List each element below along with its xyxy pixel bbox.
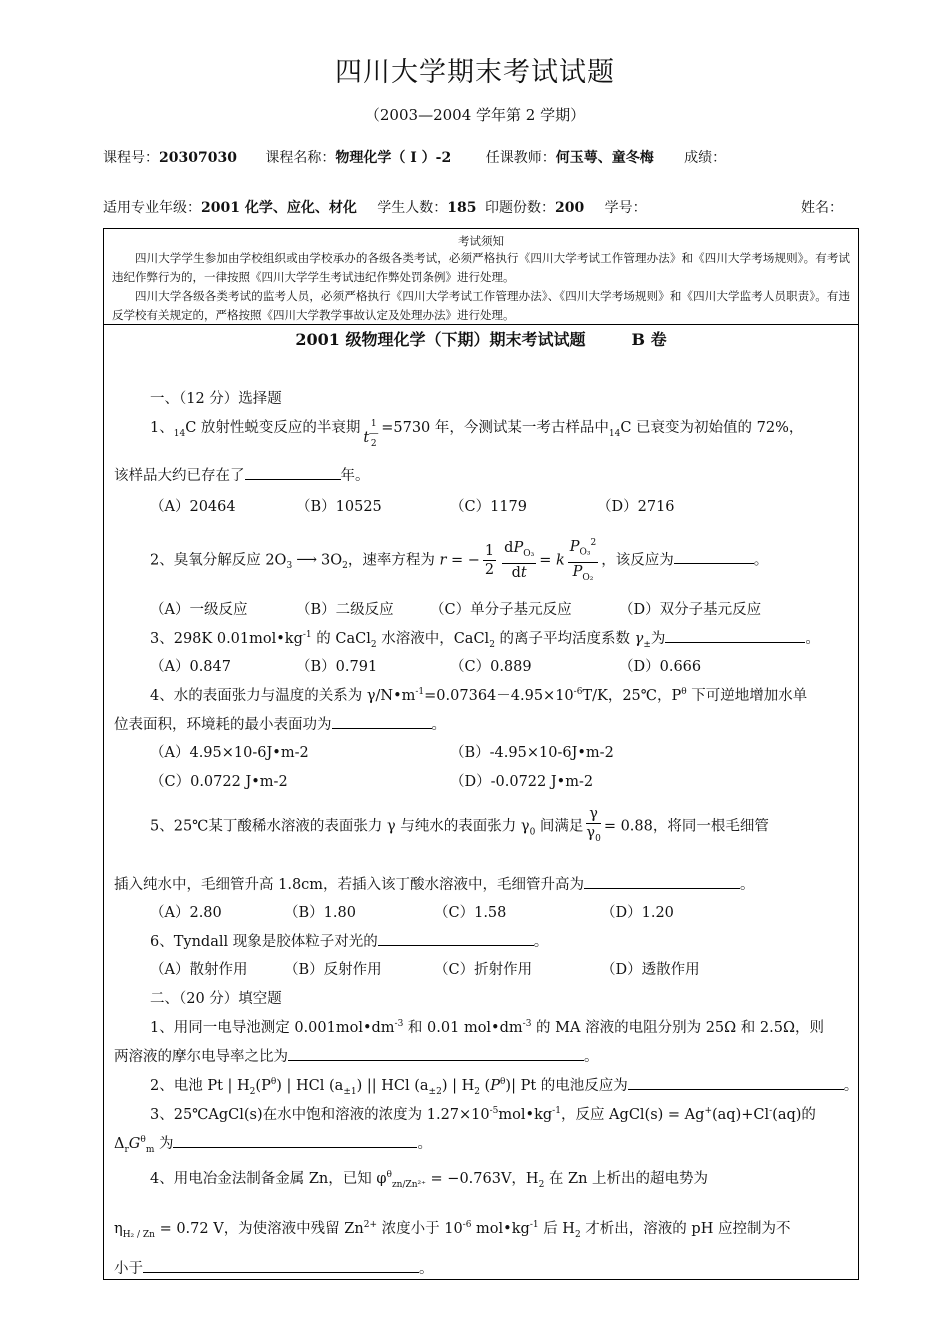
student-count: 185 [447, 200, 477, 216]
question-2-1-cont: 两溶液的摩尔电导率之比为 。 [114, 1045, 849, 1066]
teacher-names: 何玉萼、童冬梅 [555, 150, 654, 166]
option: （C）0.889 [450, 659, 532, 675]
answer-blank[interactable] [288, 1046, 584, 1061]
option: （D）-0.0722 J•m-2 [450, 774, 594, 790]
question-1-1: 1、$_{14}$C 放射性蜕变反应的半衰期$t_{1 ― 2}=5730$ 年，今测试某一考古样品中$_{14}$C 已衰变为初始值的 72%， [150, 418, 804, 449]
answer-blank[interactable] [143, 1258, 419, 1273]
option: （A）2.80 [150, 905, 222, 921]
reaction-arrow: ⟶ [296, 552, 317, 569]
option: （C）折射作用 [434, 962, 533, 978]
option: （C）1.58 [434, 905, 507, 921]
option: （D）双分子基元反应 [619, 602, 762, 618]
question-1-6: 6、Tyndall 现象是胶体粒子对光的 。 [150, 930, 885, 951]
option: （B）-4.95×10-6J•m-2 [450, 745, 614, 761]
option: （A）0.847 [150, 659, 231, 675]
course-info-line: 课程号：20307030 课程名称：物理化学（ I ）-2 任课教师：何玉萼、童冬梅 成绩： [103, 150, 727, 166]
notice-heading: 考试须知 [458, 234, 504, 248]
option: （A）20464 [150, 499, 236, 515]
question-1-4-cont: 位表面积，环境耗的最小表面功为 。 [114, 713, 849, 734]
notice-paragraph-2: 四川大学各级各类考试的监考人员，必须严格执行《四川大学考试工作管理办法》、《四川大学考场规则》和《四川大学监考人员职责》。有违反学校有关规定的，严格按照《四川大学教学事故认定及处理办法》进行处理。 [112, 289, 850, 322]
question-2-4-cont: 小于 。 [114, 1257, 849, 1278]
answer-blank[interactable] [628, 1075, 844, 1090]
student-no-label: 学号： [604, 200, 647, 216]
option: （C）0.0722 J•m-2 [150, 774, 288, 790]
exam-title: 四川大学期末考试试题 [335, 57, 615, 88]
course-number: 20307030 [159, 150, 237, 166]
exam-notice [104, 229, 858, 325]
answer-blank[interactable] [674, 549, 754, 564]
copy-count: 200 [554, 200, 585, 216]
exam-frame [103, 228, 859, 1280]
question-1-2: 2、臭氧分解反应 $2O_3$ ⟶ $3O_2$，速率方程为 r = − $\frac{1}{2}$ $\frac{dP_{O_3}}{dt}$ = k $\frac{P_{O_3}^2}{P_{O_2}}$ ，该反应为 。 [150, 534, 885, 584]
question-2-2: 2、电池 Pt | $H_2(P^\theta)$ | HCl $(a_{\pm 1})$ || HCl $(a_{\pm 2})$ | $H_2$ $(P^\theta)|$ Pt 的电池反应为 。 [150, 1074, 885, 1097]
question-2-4-line2: $\eta_{H_2 / Zn} = 0.72$ V，为使溶液中残留 $Zn^{2+}$ 浓度小于 $10^{-6}$ $mol•kg^{-1}$ 后 $H_2$ 才析出，溶液的 pH 应控制为不 [114, 1220, 791, 1240]
notice-paragraph-1: 四川大学学生参加由学校组织或由学校承办的各级各类考试，必须严格执行《四川大学考试工作管理办法》和《四川大学考场规则》。有考试违纪作弊行为的，一律按照《四川大学学生考试违纪作弊处罚条例》进行处理。 [112, 251, 850, 284]
course-name: 物理化学（ I ）-2 [335, 150, 452, 166]
option: （C）1179 [450, 499, 527, 515]
answer-blank[interactable] [245, 465, 341, 480]
question-1-5: 5、25℃某丁酸稀水溶液的表面张力 γ 与纯水的表面张力 $\gamma_0$ 间满足 $\frac{\gamma}{\gamma_0}$ = 0.88，将同一根毛细管 [150, 806, 769, 844]
question-1-4: 4、水的表面张力与温度的关系为 $\gamma/N•m^{-1}=0.07364-4.95\times 10^{-6}T/K$，25℃，$P^\theta$ 下可逆地增加水单 [150, 687, 808, 704]
major-info-line: 适用专业年级：2001 化学、应化、材化 学生人数：185 印题份数：200 学号： 姓名： [103, 197, 843, 217]
answer-blank[interactable] [665, 628, 805, 643]
section1-title: 一、（12 分）选择题 [150, 391, 282, 407]
paper-version: B 卷 [631, 330, 667, 349]
option: （D）2716 [597, 499, 675, 515]
paper-title: 2001 级物理化学（下期）期末考试试题 B 卷 [295, 330, 667, 349]
option: （D）0.666 [619, 659, 702, 675]
option: （B）反射作用 [284, 962, 382, 978]
question-1-1-cont: 该样品大约已存在了 年。 [114, 464, 849, 485]
option: （A）一级反应 [150, 602, 248, 618]
option: （C）单分子基元反应 [430, 602, 572, 618]
question-2-4: 4、用电冶金法制备金属 Zn，已知 $\varphi^\theta_{zn/Zn^{2+}} = -0.763V$，$H_2$ 在 Zn 上析出的超电势为 [150, 1170, 709, 1190]
question-2-3-cont: $\Delta_rG^\theta_m$ 为 。 [114, 1132, 849, 1155]
score-label: 成绩： [684, 150, 727, 166]
option: （B）二级反应 [296, 602, 394, 618]
option: （A）4.95×10-6J•m-2 [150, 745, 309, 761]
name-label: 姓名： [801, 200, 843, 216]
answer-blank[interactable] [173, 1133, 417, 1148]
option: （B）1.80 [284, 905, 356, 921]
option: （B）0.791 [296, 659, 378, 675]
option: （B）10525 [296, 499, 382, 515]
exam-subtitle: （2003—2004 学年第 2 学期） [364, 106, 586, 124]
half-life-symbol: $t_{1 ― 2}$ [363, 418, 379, 449]
answer-blank[interactable] [378, 931, 534, 946]
option: （A）散射作用 [150, 962, 248, 978]
option: （D）1.20 [601, 905, 674, 921]
option: （D）透散作用 [601, 962, 700, 978]
question-1-5-cont: 插入纯水中，毛细管升高 1.8cm，若插入该丁酸水溶液中，毛细管升高为 。 [114, 873, 849, 894]
question-1-3: 3、298K $0.01mol•kg^{-1}$ 的 CaCl$_2$ 水溶液中，CaCl$_2$ 的离子平均活度系数 $\gamma_\pm$为 。 [150, 627, 885, 650]
major: 2001 化学、应化、材化 [201, 200, 357, 216]
question-2-3: 3、25℃AgCl(s)在水中饱和溶液的浓度为 $1.27\times 10^{-5}mol•kg^{-1}$，反应 AgCl(s) = Ag+(aq)+Cl-(aq)的 [150, 1106, 816, 1123]
answer-blank[interactable] [332, 714, 432, 729]
section2-title: 二、（20 分）填空题 [150, 991, 282, 1007]
answer-blank[interactable] [584, 874, 740, 889]
question-2-1: 1、用同一电导池测定 $0.001mol•dm^{-3}$ 和 0.01 $mol•dm^{-3}$ 的 MA 溶液的电阻分别为 25Ω 和 2.5Ω，则 [150, 1019, 824, 1036]
